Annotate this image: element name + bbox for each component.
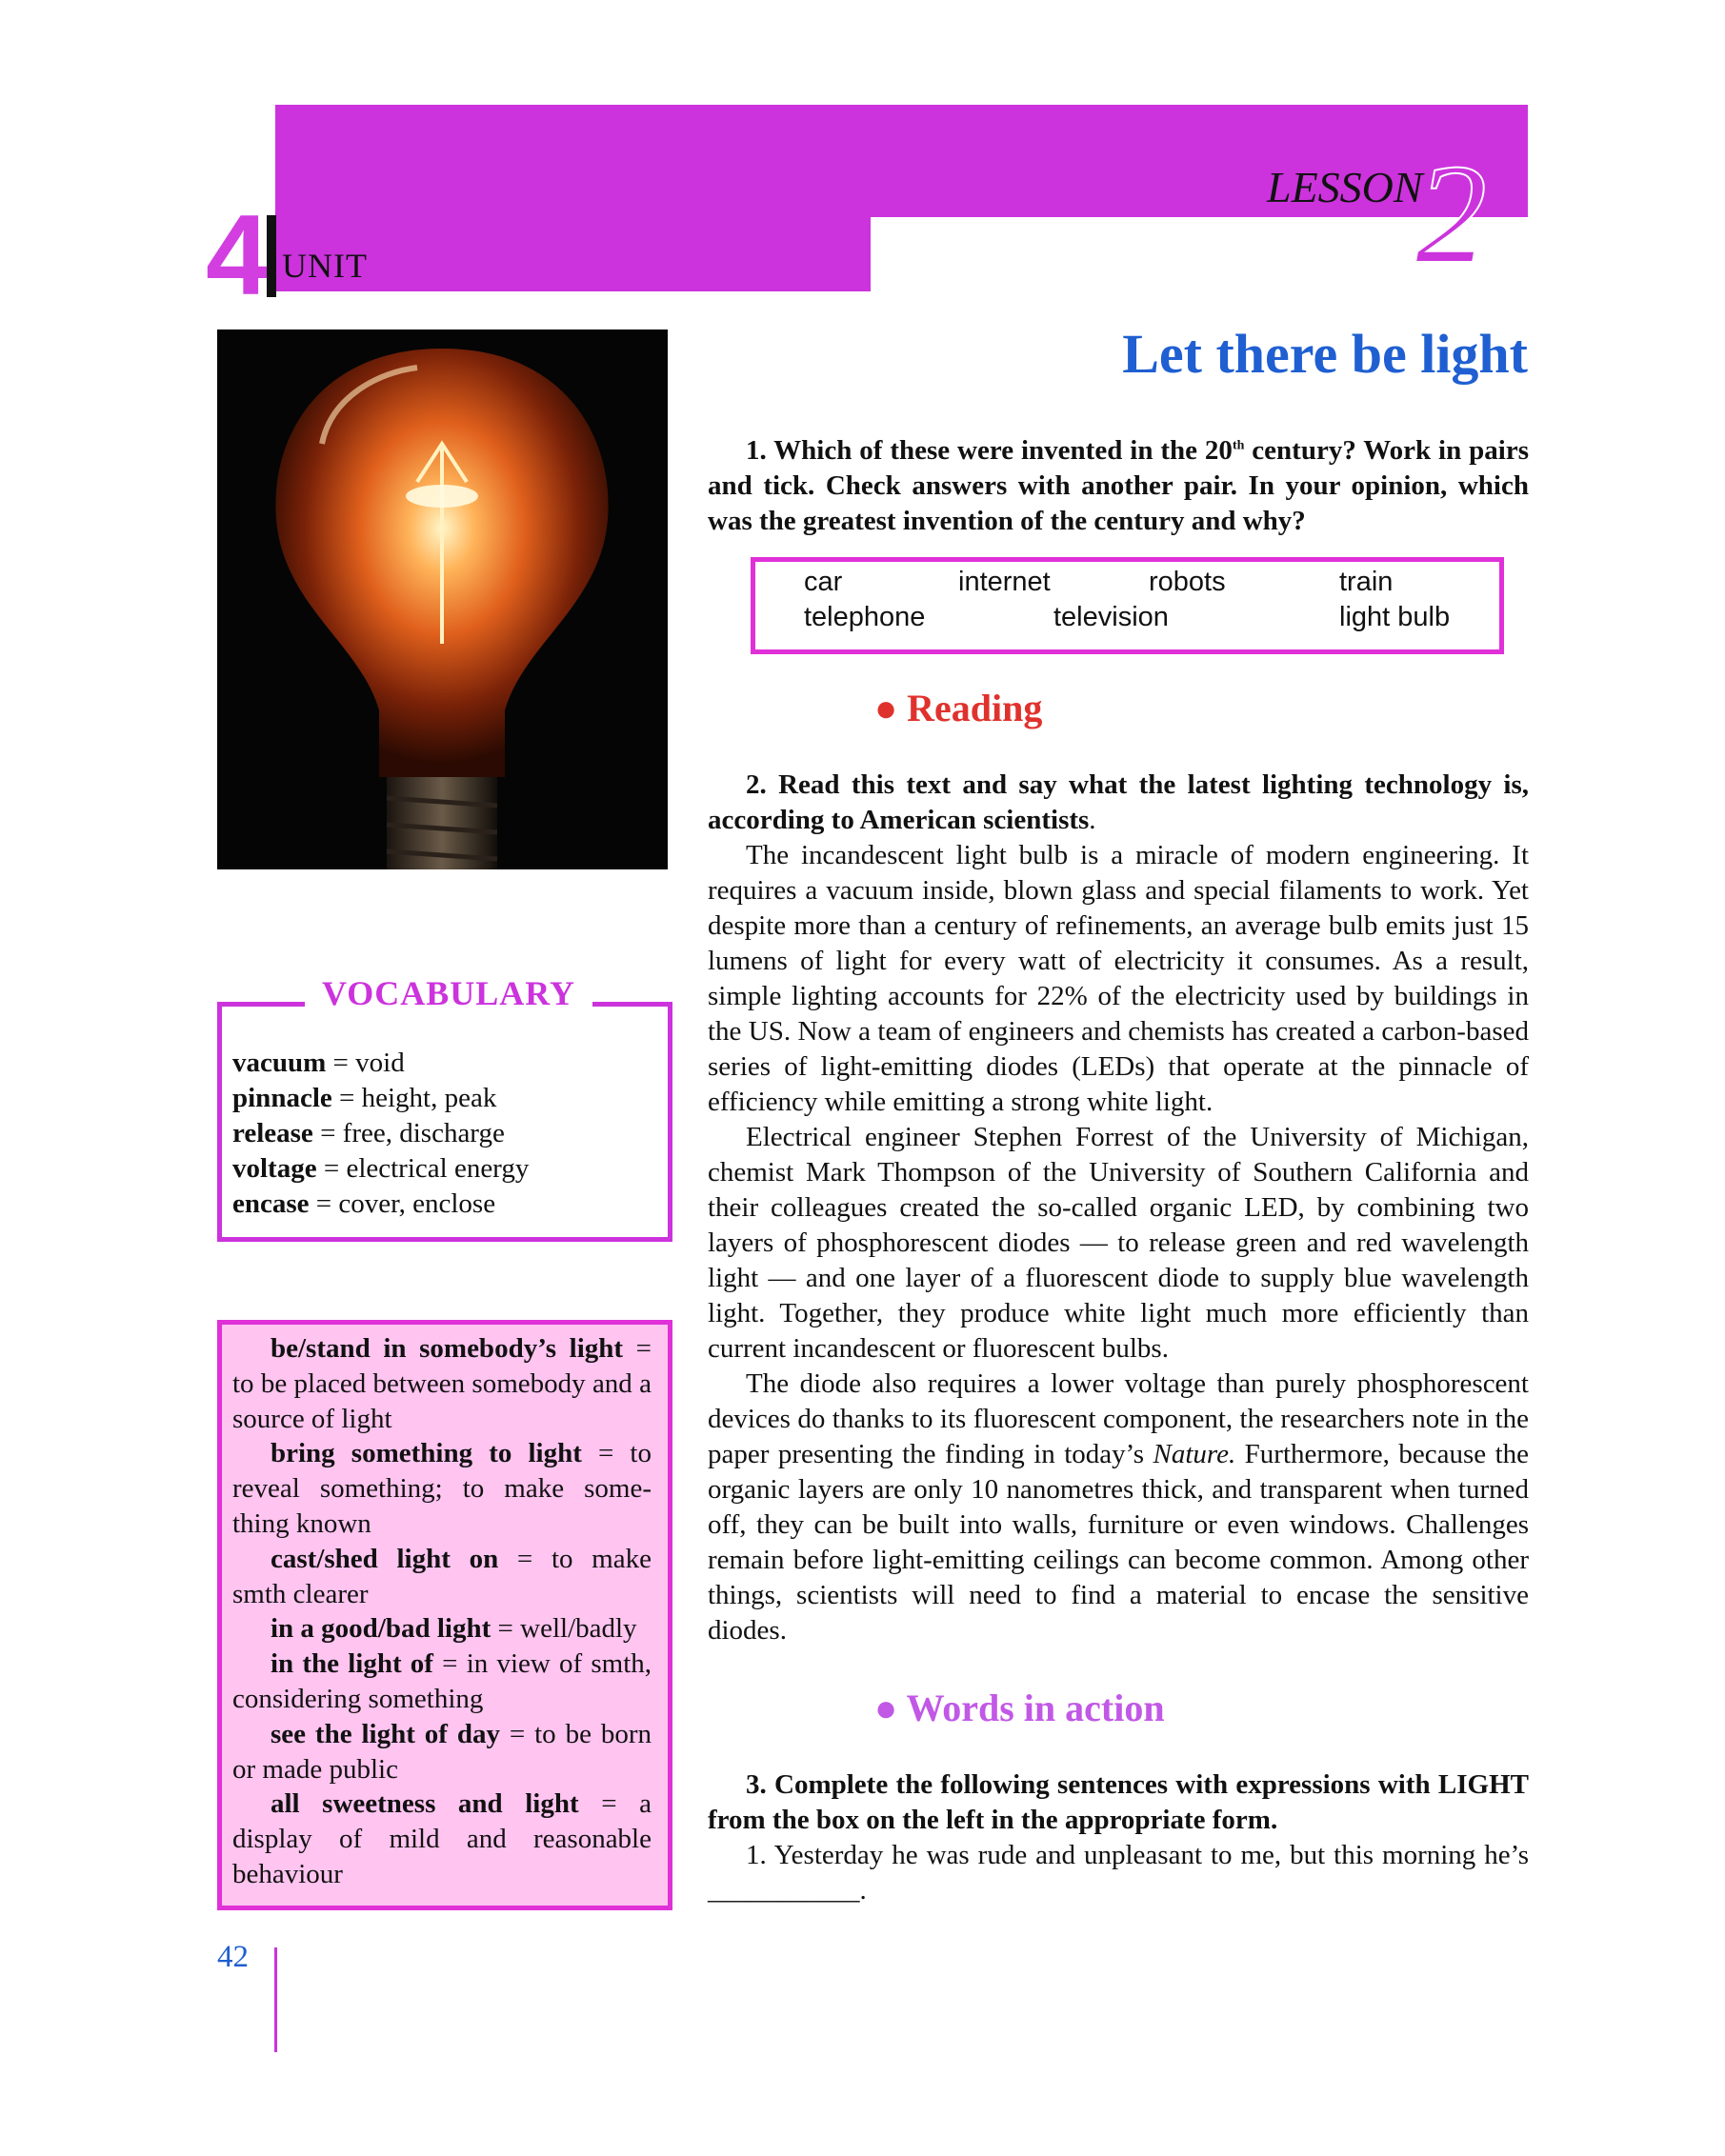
invention-word: internet bbox=[958, 567, 1051, 597]
task-2-text-end: . bbox=[1089, 805, 1096, 835]
task-1-text-end: century? Work in pairs and tick. Check answers with another pair. In your opinion, which was the greatest invention of the century and why? bbox=[708, 435, 1529, 536]
page-number-rule bbox=[274, 1947, 277, 2052]
expression-item bbox=[232, 1611, 652, 1647]
vocabulary-definition: = height, peak bbox=[331, 1083, 497, 1113]
expression-term: in a good/bad light bbox=[271, 1613, 491, 1645]
expression-term: see the light of day bbox=[271, 1718, 500, 1749]
reading-paragraph: Electrical engineer Stephen Forrest of the University of Michigan, chemist Mark Thompson of the University of Southern California and their colleagues created the so-called organic LED, by combining two layers of phosphorescent diodes — to release green and red wavelength light — and one layer of a fluorescent diode to supply blue wavelength light. Together, they produce white light much more efficiently than current incandescent or fluorescent bulbs. bbox=[708, 1122, 1529, 1364]
vocabulary-term: release bbox=[232, 1118, 313, 1148]
expression-definition: = to be placed between somebody and a source of light bbox=[232, 1333, 652, 1434]
lesson-label: LESSON bbox=[1267, 163, 1423, 211]
vocabulary-term: vacuum bbox=[232, 1048, 327, 1078]
task-3 bbox=[708, 1767, 1529, 1908]
expression-term: bring something to light bbox=[271, 1438, 582, 1469]
reading-paragraph bbox=[708, 1367, 1529, 1648]
inventions-box bbox=[751, 557, 1504, 654]
reading-heading: ● Reading bbox=[874, 687, 1043, 729]
vocabulary-item bbox=[232, 1116, 529, 1151]
words-in-action-heading: ● Words in action bbox=[874, 1687, 1165, 1729]
vocabulary-definition: = cover, enclose bbox=[309, 1188, 496, 1219]
invention-word: television bbox=[1053, 602, 1169, 632]
expression-item bbox=[232, 1436, 652, 1541]
expression-item bbox=[232, 1542, 652, 1612]
task-3-instruction: 3. Complete the following sentences with expressions with LIGHT from the box on the left in the appropriate form. bbox=[708, 1769, 1529, 1835]
vocabulary-term: encase bbox=[232, 1188, 310, 1219]
vocabulary-title: VOCABULARY bbox=[305, 973, 592, 1013]
task-1-instruction bbox=[708, 433, 1529, 539]
expression-term: in the light of bbox=[271, 1648, 433, 1680]
vocabulary-list bbox=[232, 1046, 529, 1222]
unit-number-stem bbox=[267, 215, 276, 297]
expression-term: be/stand in somebody’s light bbox=[271, 1333, 624, 1364]
task-3-sentence: 1. Yesterday he was rude and unpleasant to me, but this morning he’s ___________. bbox=[708, 1840, 1529, 1906]
expression-item bbox=[232, 1787, 652, 1891]
unit-number: 4 bbox=[206, 191, 266, 319]
expression-definition: = well/badly bbox=[491, 1613, 637, 1645]
expressions-list bbox=[232, 1331, 652, 1892]
invention-word: train bbox=[1339, 567, 1394, 597]
lesson-number: 2 bbox=[1415, 135, 1487, 293]
expression-item bbox=[232, 1331, 652, 1436]
reading-text bbox=[708, 768, 1529, 1648]
invention-word: robots bbox=[1149, 567, 1226, 597]
vocabulary-item bbox=[232, 1151, 529, 1187]
invention-word: car bbox=[804, 567, 843, 597]
vocabulary-item bbox=[232, 1187, 529, 1222]
vocabulary-term: voltage bbox=[232, 1153, 317, 1184]
light-bulb-image bbox=[217, 329, 668, 869]
vocabulary-item bbox=[232, 1081, 529, 1116]
invention-word: light bulb bbox=[1339, 602, 1451, 632]
invention-word: telephone bbox=[804, 602, 926, 632]
expression-definition: = in view of smth, considering something bbox=[232, 1648, 652, 1714]
task-1-superscript: th bbox=[1232, 438, 1245, 453]
expression-definition: = to make smth clearer bbox=[232, 1543, 652, 1609]
page-title: Let there be light bbox=[1122, 323, 1528, 385]
reading-paragraph-text: The diode also requires a lower voltage than purely phosphorescent devices do thanks to its fluorescent component, the researchers note in the paper presenting the finding in today’s bbox=[708, 1368, 1529, 1469]
expression-definition: = a display of mild and reasonable behaviour bbox=[232, 1788, 652, 1889]
vocabulary-term: pinnacle bbox=[232, 1083, 332, 1113]
expression-term: cast/shed light on bbox=[271, 1543, 499, 1574]
reading-paragraph: The incandescent light bulb is a miracle of modern engineering. It requires a vacuum inside, blown glass and special filaments to work. Yet despite more than a century of refinements, an average bulb emits just 15 lumens of light for every watt of electricity it consumes. As a result, simple lighting accounts for 22% of the electricity used by buildings in the US. Now a team of engineers and chemists has created a carbon-based series of light-emitting diodes (LEDs) that operate at the pinnacle of efficiency while emitting a strong white light. bbox=[708, 840, 1529, 1117]
vocabulary-definition: = free, discharge bbox=[312, 1118, 505, 1148]
page-number: 42 bbox=[217, 1940, 249, 1974]
journal-name: Nature. bbox=[1153, 1439, 1236, 1469]
expression-definition: = to reveal something; to make some-thing known bbox=[232, 1438, 652, 1539]
vocabulary-definition: = electrical energy bbox=[316, 1153, 530, 1184]
vocabulary-item bbox=[232, 1046, 529, 1081]
task-2-text: 2. Read this text and say what the latest lighting technology is, according to American scientists bbox=[708, 769, 1529, 835]
light-bulb-photo bbox=[217, 329, 668, 869]
unit-label: UNIT bbox=[282, 247, 368, 285]
expression-definition: = to be born or made public bbox=[232, 1718, 652, 1785]
expression-item bbox=[232, 1717, 652, 1787]
task-2-instruction bbox=[708, 768, 1529, 838]
reading-paragraph-text: Furthermore, because the organic layers are only 10 nanometres thick, and transparent when turned off, they can be built into walls, furniture or even windows. Challenges remain before light-emitting ceilings can become common. Among other things, scientists will need to find a material to encase the sensitive diodes. bbox=[708, 1439, 1529, 1646]
task-1-text: 1. Which of these were invented in the 20 bbox=[746, 435, 1233, 466]
expression-item bbox=[232, 1647, 652, 1717]
expression-term: all sweetness and light bbox=[271, 1788, 579, 1820]
vocabulary-definition: = void bbox=[326, 1048, 405, 1078]
